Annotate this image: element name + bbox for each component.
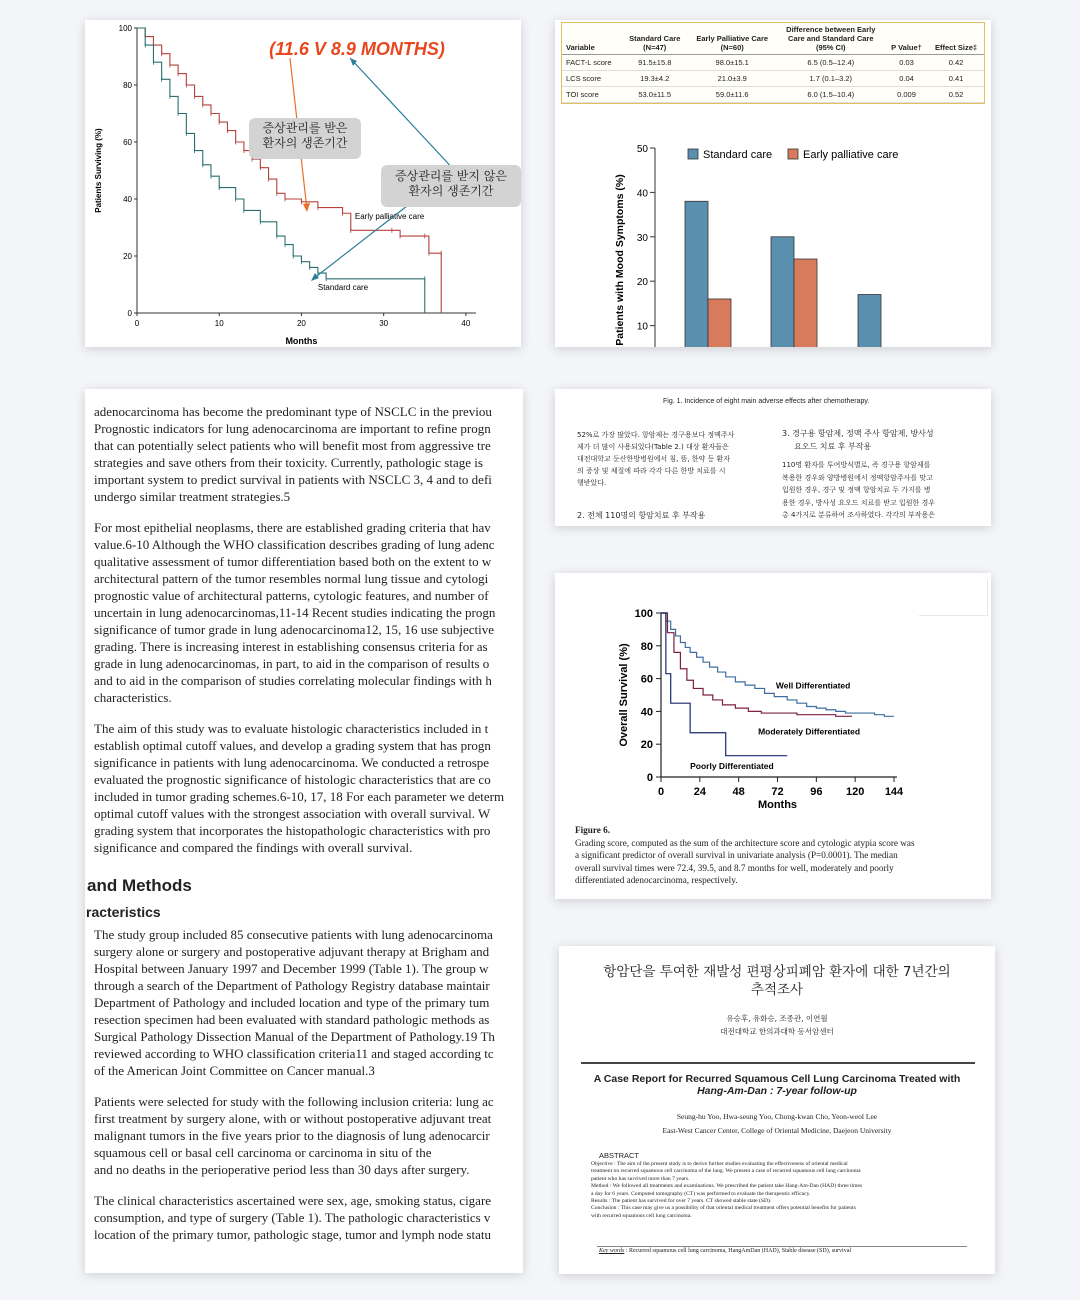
text-line: and no deaths in the perioperative period less than 30 days after surgery.: [94, 1162, 470, 1177]
abstract-line: Results : The patient has survived for over 7 years. CT showed stable state (SD).: [591, 1198, 772, 1205]
table-cell: LCS score: [566, 74, 602, 83]
korean-text-line: 110명 환자를 투여방식별로, 즉 경구용 항암제를: [782, 461, 931, 469]
y-tick-label: 60: [640, 673, 653, 686]
table-header-row: [562, 23, 984, 55]
korean-left-column: [577, 429, 777, 489]
text-line: Hospital between January 1997 and December 1999 (Table 1). The group w: [94, 961, 489, 976]
table-row: [562, 87, 984, 103]
text-line: value.6-10 Although the WHO classification describes grading of lung adenc: [94, 537, 495, 552]
y-axis-title: Patients with Mood Symptoms (%): [614, 174, 626, 346]
abstract-line: with recurred squamous cell lung carcinoma.: [591, 1212, 692, 1219]
grading-survival-chart: [555, 573, 991, 823]
table-cell: 6.5 (0.5–12.4): [807, 58, 855, 67]
results-table-wrap: [561, 22, 985, 104]
table-cell: 21.0±3.9: [717, 74, 747, 83]
title-korean-line2: 추적조사: [750, 982, 804, 998]
table-header-cell: Difference between Early Care and Standard Care (95% CI): [786, 25, 876, 52]
x-tick-label: 24: [693, 786, 706, 798]
callout-with-care: 증상관리를 받은 환자의 생존기간: [249, 118, 361, 159]
table-cell: 6.0 (1.5–10.4): [807, 90, 855, 99]
series-label-palliative: Early palliative care: [354, 211, 425, 221]
table-cell: 1.7 (0.1–3.2): [809, 74, 853, 83]
korean-text-line: 입원한 경우, 경구 및 정맥 항암치료 두 가지를 병: [782, 486, 931, 494]
title-english: [559, 1073, 995, 1097]
bar: [771, 237, 794, 347]
heading-characteristics: racteristics: [86, 904, 161, 920]
text-line: The aim of this study was to evaluate histologic characteristics included in t: [94, 721, 489, 736]
x-axis-title: Months: [285, 336, 318, 346]
abstract-line: treatment on recurred squamous cell carcinoma of the lung. We present a case of recurred squamous cell lung carcinoma: [591, 1168, 861, 1175]
table-row: [562, 71, 984, 87]
table-cell: 0.04: [899, 74, 914, 83]
figure6-label: Figure 6.: [575, 825, 611, 835]
korean-right-heading-line2: 요오드 치료 후 부작용: [794, 442, 872, 451]
x-tick-label: 144: [884, 786, 904, 798]
abstract-line: Objective : The aim of the present study is to derive further studies evaluating the effectiveness of oriental medical: [591, 1161, 848, 1167]
table-cell: FACT-L score: [566, 58, 612, 67]
y-tick-label: 80: [640, 640, 653, 653]
text-line: The clinical characteristics ascertained were sex, age, smoking status, cigare: [94, 1193, 492, 1208]
authors-english: Seung-hu Yoo, Hwa-seung Yoo, Chong-kwan Cho, Yeon-weol Lee: [676, 1112, 878, 1121]
y-tick-label: 40: [123, 195, 132, 204]
korean-right-column: [782, 459, 987, 522]
x-tick-label: 30: [379, 319, 389, 328]
card-article-text: [85, 389, 523, 1273]
series-label-moderate: Moderately Differentiated: [758, 726, 861, 737]
text-line: consumption, and type of surgery (Table 1). The pathologic characteristics v: [94, 1210, 491, 1225]
card-survival-palliative: [85, 20, 521, 347]
x-tick-label: 0: [134, 319, 140, 328]
x-axis-title: Months: [757, 799, 798, 811]
caption-line: differentiated adenocarcinoma, respectively.: [575, 875, 738, 885]
bar: [858, 295, 881, 347]
abstract-line: patient who has survived more than 7 years.: [591, 1175, 690, 1182]
arrow-from-title: [350, 58, 457, 173]
keywords-text: : Recurred squamous cell lung carcinoma, HangAmDan (HAD), Stable disease (SD), survival: [625, 1248, 852, 1254]
table-header-cell: P Value†: [891, 43, 922, 52]
text-line: For most epithelial neoplasms, there are established grading criteria that hav: [94, 520, 491, 535]
bar: [708, 299, 731, 347]
y-tick-label: 40: [636, 188, 648, 200]
text-line: location of the primary tumor, pathologic stage, tumor and lymph node statu: [94, 1227, 491, 1242]
card-grading-survival: [555, 573, 991, 899]
text-line: resection specimen had been evaluated with standard pathologic methods as: [94, 1012, 490, 1027]
text-line: included in tumor grading schemes.6-10, 17, 18 For each parameter we determ: [94, 789, 505, 804]
legend-label: Early palliative care: [803, 149, 899, 161]
table-header-cell: Early Palliative Care (N=60): [696, 34, 769, 52]
text-line: strategies and save others from their toxicity. Currently, pathologic stage is: [94, 455, 483, 470]
text-line: architectural pattern of the tumor resembles normal lung tissue and cytologi: [94, 571, 489, 586]
x-tick-label: 72: [771, 786, 784, 798]
table-cell: 91.5±15.8: [638, 58, 672, 67]
title-english-line1: A Case Report for Recurred Squamous Cell Lung Carcinoma Treated with: [593, 1073, 961, 1085]
caption-line: overall survival times were 72.4, 39.5, and 8.7 months for well, moderately and poorly: [575, 862, 894, 873]
caption-line: Grading score, computed as the sum of the architecture score and cytologic atypia score was: [575, 837, 915, 848]
figure6-caption: [575, 824, 987, 887]
text-line: Prognostic indicators for lung adenocarcinoma are important to refine progn: [94, 421, 491, 436]
table-cell: 19.3±4.2: [640, 74, 670, 83]
abstract-line: Method : We followed all treatments and examinations. We prescribed the patient take Hang-Am-Dan (HAD) three times: [591, 1183, 863, 1190]
text-line: significance and compared the findings with overall survival.: [94, 840, 413, 855]
table-cell: 0.009: [897, 90, 916, 99]
text-line: evaluated the prognostic significance of histologic characteristics that are co: [94, 772, 491, 787]
abstract-line: a day for 6 years. Computed tomography (CT) was performed to evaluate the therapeutic efficacy.: [591, 1190, 811, 1197]
x-tick-label: 20: [296, 319, 306, 328]
legend-swatch: [688, 149, 698, 159]
survival-curve-well: [661, 613, 894, 716]
card-case-report: [559, 946, 995, 1274]
text-line: uncertain in lung adenocarcinomas,11-14 Recent studies indicating the progn: [94, 605, 496, 620]
abstract-body: [591, 1161, 971, 1220]
table-cell: 0.41: [948, 74, 964, 83]
table-header-cell: Effect Size‡: [934, 43, 978, 52]
text-line: through a search of the Department of Pathology Registry database maintair: [94, 978, 490, 993]
keywords-label: Key words: [599, 1248, 625, 1254]
y-tick-label: 20: [636, 277, 648, 289]
text-line: first treatment by surgery alone, with or without postoperative adjuvant treat: [94, 1111, 492, 1126]
series-label-poor: Poorly Differentiated: [690, 760, 774, 771]
authors-korean: 유승후, 유화승, 조종관, 이연월: [726, 1014, 828, 1023]
korean-text-line: 의 증상 및 체질에 따라 각각 다른 한방 치료를 시: [577, 467, 726, 475]
paragraph-4: [94, 926, 523, 1079]
text-line: that can potentially select patients who will benefit most from aggressive tre: [94, 438, 491, 453]
affiliation-korean: 대전대학교 한의과대학 동서암센터: [720, 1027, 834, 1036]
y-tick-label: 40: [640, 706, 653, 719]
callout-without-care: 증상관리를 받지 않은 환자의 생존기간: [381, 165, 521, 207]
korean-left-heading: 2. 전체 110명의 항암치료 후 부작용: [577, 511, 706, 520]
table-cell: TOI score: [566, 90, 599, 99]
x-tick-label: 96: [810, 786, 823, 798]
table-cell: 0.52: [948, 90, 964, 99]
korean-right-heading: [782, 427, 934, 453]
table-cell: 98.0±15.1: [715, 58, 749, 67]
text-line: undergo similar treatment strategies.5: [94, 489, 291, 504]
survival-curve-moderate: [661, 613, 852, 716]
text-line: prognostic value of architectural patterns, cytologic features, and number of: [94, 588, 489, 603]
text-line: significance of tumor grade in lung adenocarcinoma12, 15, 16 use subjective: [94, 622, 494, 637]
y-tick-label: 0: [646, 772, 653, 784]
y-tick-label: 60: [123, 138, 132, 147]
y-tick-label: 100: [634, 608, 653, 620]
title-korean: [559, 963, 995, 999]
y-tick-label: 0: [127, 309, 132, 318]
text-line: optimal cutoff values with the strongest association with overall survival. W: [94, 806, 491, 821]
table-row: [562, 55, 984, 71]
korean-text-line: 52%로 가장 많았다. 항암제는 경구용보다 정맥주사: [577, 431, 735, 439]
x-tick-label: 40: [461, 319, 471, 328]
y-tick-label: 10: [636, 321, 648, 333]
paragraph-6: [94, 1192, 523, 1243]
text-line: of the American Joint Committee on Cancer manual.3: [94, 1063, 375, 1078]
table-cell: 59.0±11.6: [715, 90, 749, 99]
series-label-standard: Standard care: [317, 283, 369, 293]
paragraph-5: [94, 1093, 523, 1178]
text-line: reviewed according to WHO classification criteria11 and staged according tc: [94, 1046, 494, 1061]
chart-title: (11.6 V 8.9 MONTHS): [269, 39, 445, 59]
title-korean-line1: 항암단을 투여한 재발성 편평상피폐암 환자에 대한 7년간의: [603, 964, 951, 980]
heading-methods: and Methods: [87, 876, 192, 895]
y-tick-label: 20: [640, 739, 653, 752]
arrowhead-palliative: [303, 203, 310, 212]
paragraph-3: [94, 720, 523, 856]
table-cell: 53.0±11.5: [638, 90, 672, 99]
text-line: squamous cell or basal cell carcinoma or carcinoma in situ of the: [94, 1145, 432, 1160]
keywords-line: [599, 1248, 851, 1254]
x-tick-label: 48: [732, 786, 745, 798]
y-tick-label: 100: [118, 24, 132, 33]
text-line: grading system that incorporates the histopathologic characteristics with pro: [94, 823, 491, 838]
abstract-line: Conclusion : This case may give us a possibility of that oriental medical treatment offers potential benefits for patients: [591, 1205, 856, 1212]
table-cell: 0.42: [948, 58, 964, 67]
text-line: significance in patients with lung adenocarcinoma. We conducted a retrospe: [94, 755, 490, 770]
affiliation-english: East-West Cancer Center, College of Oriental Medicine, Daejeon University: [662, 1126, 892, 1135]
text-line: The study group included 85 consecutive patients with lung adenocarcinoma: [94, 927, 493, 942]
korean-text-line: 용한 경우, 방사성 요오드 치료를 받고 입원한 경우: [782, 498, 936, 507]
text-line: malignant tumors in the five years prior to the diagnosis of lung adenocarcir: [94, 1128, 490, 1143]
text-line: establish optimal cutoff values, and develop a grading system that has progn: [94, 738, 491, 753]
text-line: grading. There is increasing interest in establishing consensus criteria for as: [94, 639, 488, 654]
caption-line: a significant predictor of overall survival in univariate analysis (P=0.0001). The median: [575, 850, 898, 860]
y-axis-title: Overall Survival (%): [618, 643, 630, 747]
bar: [794, 259, 817, 347]
korean-right-heading-line1: 3. 경구용 항암제, 정맥 주사 항암제, 방사성: [782, 429, 934, 438]
table-cell: 0.03: [899, 58, 914, 67]
paragraph-2: [94, 519, 523, 706]
card-mood-symptoms: [555, 20, 991, 347]
x-tick-label: 120: [845, 786, 865, 798]
card-korean-article: [555, 389, 991, 526]
title-divider: [581, 1062, 975, 1064]
x-tick-label: 10: [214, 319, 224, 328]
paragraph-1: [94, 403, 523, 505]
text-line: important system to predict survival in patients with NSCLC 3, 4 and to defi: [94, 472, 492, 487]
series-label-well: Well Differentiated: [775, 680, 851, 691]
legend-label: Standard care: [703, 149, 773, 161]
korean-text-line: 대전대학교 둔산한방병원에서 침, 뜸, 한약 등 환자: [577, 455, 731, 463]
korean-text-line: 제가 더 많이 사용되었다(Table 2.) 대상 환자들은: [577, 443, 729, 451]
text-line: Department of Pathology and included location and type of the primary tum: [94, 995, 490, 1010]
results-table: [562, 23, 984, 103]
keywords-divider: [597, 1246, 967, 1247]
y-tick-label: 80: [123, 81, 132, 90]
table-header-cell: Standard Care (N=47): [629, 34, 681, 52]
text-line: surgery alone or surgery and postoperative adjuvant therapy at Brigham and: [94, 944, 490, 959]
text-line: characteristics.: [94, 690, 172, 705]
text-line: Surgical Pathology Dissection Manual of the Department of Pathology.19 Th: [94, 1029, 495, 1044]
figure-caption: Fig. 1. Incidence of eight main adverse effects after chemotherapy.: [663, 398, 870, 405]
text-line: adenocarcinoma has become the predominant type of NSCLC in the previou: [94, 404, 492, 419]
y-axis-title: Patients Surviving (%): [94, 128, 103, 213]
figure6-text: [575, 837, 987, 887]
text-line: Patients were selected for study with the following inclusion criteria: lung ac: [94, 1094, 494, 1109]
korean-text-line: 복용한 경우와 양방병원에서 정맥항암주사를 맞고: [782, 473, 933, 482]
y-tick-label: 50: [636, 144, 648, 155]
korean-text-line: 총 4가지로 분류하여 조사하였다. 각각의 부작용은: [782, 511, 936, 519]
title-english-line2: Hang-Am-Dan : 7-year follow-up: [697, 1085, 857, 1097]
korean-text-line: 행받았다.: [577, 479, 607, 487]
text-line: grade in lung adenocarcinomas, in part, to aid in the comparison of results o: [94, 656, 490, 671]
bar: [685, 201, 708, 347]
y-tick-label: 20: [123, 252, 132, 261]
text-line: qualitative assessment of tumor differentiation based both on the extent to w: [94, 554, 492, 569]
mood-symptoms-bar-chart: [555, 120, 991, 347]
y-tick-label: 30: [636, 232, 648, 244]
legend-swatch: [788, 149, 798, 159]
abstract-label: ABSTRACT: [599, 1151, 640, 1160]
x-tick-label: 0: [657, 786, 665, 798]
text-line: and to aid in the comparison of studies correlating molecular findings with h: [94, 673, 492, 688]
table-header-cell: Variable: [566, 43, 595, 52]
